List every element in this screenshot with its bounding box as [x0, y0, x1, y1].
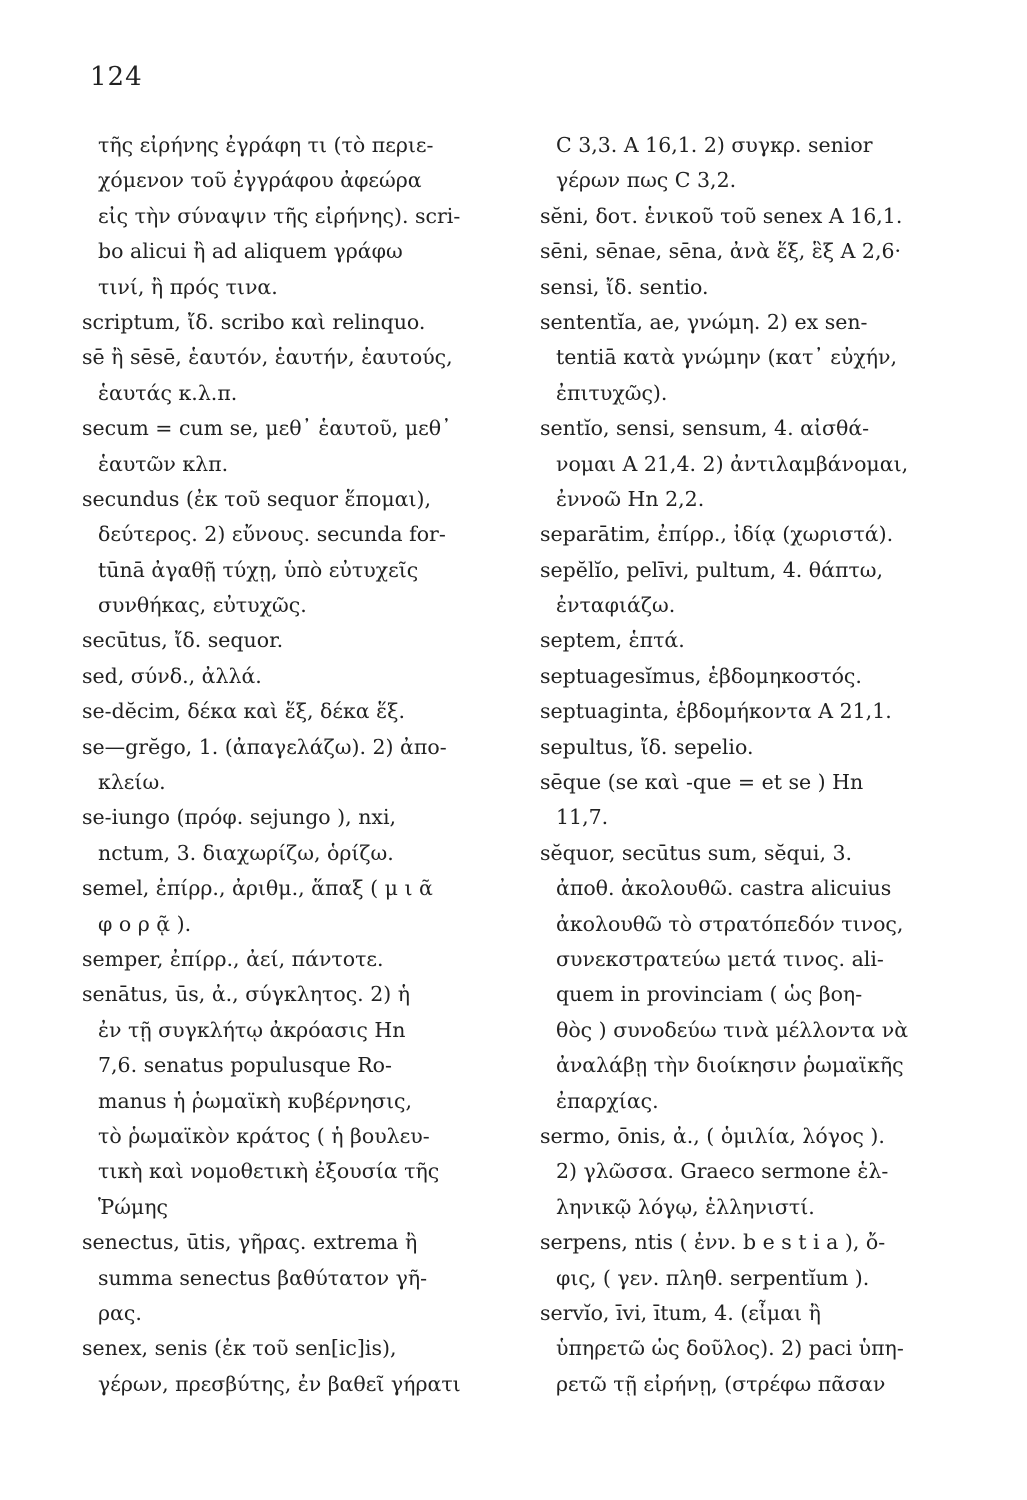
- dictionary-line: se-iungo (πρόφ. sejungo ), nxi,: [82, 805, 397, 830]
- dictionary-line: ἐννοῶ Hn 2,2.: [556, 486, 705, 511]
- dictionary-line: Ῥώμης: [98, 1194, 168, 1219]
- dictionary-line: sĕni, δοτ. ἑνικοῦ τοῦ senex A 16,1.: [540, 203, 903, 228]
- dictionary-line: τινί, ἢ πρός τινα.: [98, 274, 278, 299]
- dictionary-line: γέρων πως C 3,2.: [556, 168, 737, 193]
- dictionary-line: servĭo, īvi, ītum, 4. (εἶμαι ἢ: [540, 1300, 821, 1325]
- dictionary-line: se—grĕgo, 1. (ἀπαγελάζω). 2) ἀπο-: [82, 734, 447, 759]
- dictionary-line: 11,7.: [556, 805, 609, 830]
- dictionary-line: secum = cum se, μεθ᾽ ἑαυτοῦ, μεθ᾽: [82, 416, 452, 441]
- dictionary-line: εἰς τὴν σύναψιν τῆς εἰρήνης). scri-: [98, 203, 461, 228]
- dictionary-line: se-dĕcim, δέκα καὶ ἕξ, δέκα ἕξ.: [82, 699, 405, 724]
- dictionary-line: ὑπηρετῶ ὡς δοῦλος). 2) paci ὑπη-: [556, 1336, 904, 1361]
- dictionary-line: 2) γλῶσσα. Graeco sermone ἑλ-: [556, 1159, 889, 1184]
- dictionary-line: septem, ἑπτά.: [540, 628, 685, 653]
- dictionary-line: scriptum, ἴδ. scribo καὶ relinquo.: [82, 309, 426, 334]
- dictionary-line: sententĭa, ae, γνώμη. 2) ex sen-: [540, 309, 868, 334]
- dictionary-line: sē ἢ sēsē, ἑαυτόν, ἑαυτήν, ἑαυτούς,: [82, 345, 453, 370]
- dictionary-line: φ ο ρ ᾷ ).: [98, 911, 192, 936]
- dictionary-line: sensi, ἴδ. sentio.: [540, 274, 709, 299]
- dictionary-line: συνεκστρατεύω μετά τινος. ali-: [556, 946, 884, 971]
- dictionary-line: ληνικῷ λόγῳ, ἑλληνιστί.: [556, 1194, 815, 1219]
- dictionary-line: C 3,3. A 16,1. 2) συγκρ. senior: [556, 133, 873, 157]
- dictionary-line: ἀποθ. ἀκολουθῶ. castra alicuius: [556, 876, 892, 901]
- dictionary-line: sēque (se καὶ -que = et se ) Hn: [540, 770, 864, 795]
- dictionary-line: ἑαυτῶν κλπ.: [98, 451, 229, 476]
- dictionary-line: φις, ( γεν. πληθ. serpentĭum ).: [556, 1265, 870, 1290]
- dictionary-line: γέρων, πρεσβύτης, ἐν βαθεῖ γήρατι: [98, 1371, 461, 1396]
- dictionary-line: ἐπαρχίας.: [556, 1088, 659, 1113]
- dictionary-line: bo alicui ἢ ad aliquem γράφω: [98, 239, 403, 264]
- dictionary-line: manus ἡ ῥωμαϊκὴ κυβέρνησις,: [98, 1088, 413, 1113]
- dictionary-line: sed, σύνδ., ἀλλά.: [82, 663, 262, 688]
- dictionary-line: ἐνταφιάζω.: [556, 593, 676, 618]
- dictionary-line: summa senectus βαθύτατον γῆ-: [98, 1265, 428, 1290]
- dictionary-line: nctum, 3. διαχωρίζω, ὁρίζω.: [98, 840, 394, 865]
- dictionary-line: ἑαυτάς κ.λ.π.: [98, 380, 238, 405]
- dictionary-line: tentiā κατὰ γνώμην (κατ᾽ εὐχήν,: [556, 345, 898, 370]
- dictionary-line: ἐν τῇ συγκλήτῳ ἀκρόασις Hn: [98, 1017, 406, 1042]
- dictionary-line: τὸ ῥωμαϊκὸν κράτος ( ἡ βουλευ-: [98, 1123, 430, 1148]
- dictionary-line: septuagesĭmus, ἑβδομηκοστός.: [540, 663, 862, 688]
- dictionary-line: νομαι A 21,4. 2) ἀντιλαμβάνομαι,: [556, 451, 909, 476]
- right-column: [540, 128, 980, 1402]
- dictionary-line: sēni, sēnae, sēna, ἀνὰ ἕξ, ἓξ A 2,6·: [540, 239, 902, 264]
- dictionary-line: sermo, ōnis, ἀ., ( ὁμιλία, λόγος ).: [540, 1123, 885, 1148]
- dictionary-line: sentĭo, sensi, sensum, 4. αἰσθά-: [540, 416, 870, 441]
- left-column: [82, 128, 512, 1402]
- dictionary-line: sepultus, ἴδ. sepelio.: [540, 734, 754, 759]
- dictionary-line: secūtus, ἴδ. sequor.: [82, 628, 284, 653]
- dictionary-line: τῆς εἰρήνης ἐγράφη τι (τὸ περιε-: [98, 133, 434, 157]
- dictionary-line: 7,6. senatus populusque Ro-: [98, 1053, 392, 1078]
- dictionary-line: θὸς ) συνοδεύω τινὰ μέλλοντα νὰ: [556, 1017, 909, 1042]
- page-number: 124: [90, 62, 143, 92]
- dictionary-line: serpens, ntis ( ἐνν. b e s t i a ), ὄ-: [540, 1230, 886, 1255]
- dictionary-line: ἐπιτυχῶς).: [556, 380, 668, 405]
- dictionary-line: δεύτερος. 2) εὔνους. secunda for-: [98, 522, 446, 547]
- dictionary-line: senātus, ūs, ἀ., σύγκλητος. 2) ἡ: [82, 982, 411, 1007]
- dictionary-line: semper, ἐπίρρ., ἀεί, πάντοτε.: [82, 946, 384, 971]
- dictionary-line: ρας.: [98, 1300, 142, 1325]
- dictionary-line: sĕquor, secūtus sum, sĕqui, 3.: [540, 840, 853, 865]
- dictionary-line: τικὴ καὶ νομοθετικὴ ἐξουσία τῆς: [98, 1159, 440, 1184]
- dictionary-line: tūnā ἀγαθῇ τύχῃ, ὑπὸ εὐτυχεῖς: [98, 557, 419, 582]
- dictionary-line: συνθήκας, εὐτυχῶς.: [98, 593, 307, 618]
- dictionary-line: quem in provinciam ( ὡς βοη-: [556, 982, 863, 1007]
- dictionary-line: senectus, ūtis, γῆρας. extrema ἢ: [82, 1230, 418, 1255]
- dictionary-line: ἀναλάβῃ τὴν διοίκησιν ῥωμαϊκῆς: [556, 1053, 904, 1078]
- dictionary-line: ἀκολουθῶ τὸ στρατόπεδόν τινος,: [556, 911, 904, 936]
- dictionary-line: ρετῶ τῇ εἰρήνῃ, (στρέφω πᾶσαν: [556, 1371, 886, 1396]
- dictionary-line: separātim, ἐπίρρ., ἰδίᾳ (χωριστά).: [540, 522, 894, 547]
- dictionary-line: septuaginta, ἑβδομήκοντα A 21,1.: [540, 699, 892, 724]
- dictionary-line: χόμενον τοῦ ἐγγράφου ἀφεώρα: [98, 168, 422, 193]
- dictionary-line: κλείω.: [98, 770, 166, 795]
- dictionary-line: senex, senis (ἐκ τοῦ sen[ic]is),: [82, 1336, 397, 1361]
- dictionary-line: semel, ἐπίρρ., ἀριθμ., ἅπαξ ( μ ι ᾶ: [82, 876, 433, 901]
- dictionary-line: secundus (ἐκ τοῦ sequor ἕπομαι),: [82, 486, 432, 511]
- dictionary-line: sepĕlĭo, pelīvi, pultum, 4. θάπτω,: [540, 557, 884, 582]
